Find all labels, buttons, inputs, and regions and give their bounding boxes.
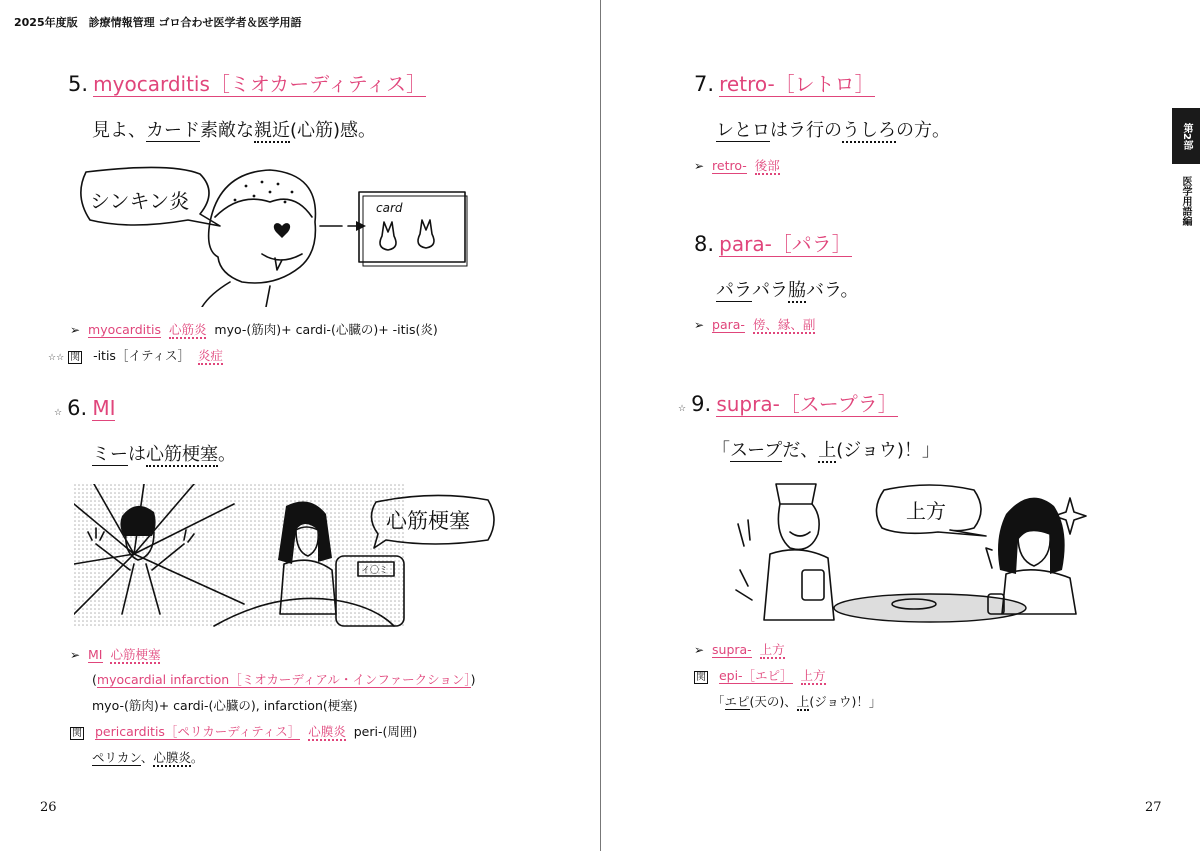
entry-6-heading [54, 396, 115, 420]
entry-9-phrase [712, 436, 940, 462]
woman-hair [998, 498, 1065, 574]
phrase-part: レとロ [716, 120, 770, 141]
bubble-text: シンキン炎 [90, 189, 190, 213]
note-term: myocardial infarction［ミオカーディアル・インファークション］ [96, 672, 471, 687]
phrase-part: はラ行の [770, 120, 842, 141]
note-part: 、 [140, 750, 154, 765]
entry-6-note-2 [92, 670, 475, 688]
phrase-part: だ、 [782, 440, 819, 461]
entry-9-note-2 [694, 666, 826, 684]
entry-6-note-4 [70, 722, 417, 740]
entry-5-phrase [92, 116, 376, 142]
entry-5-illustration [70, 162, 480, 307]
entry-6-phrase [92, 440, 236, 466]
book-spine [600, 0, 601, 851]
note-part: 。 [190, 750, 204, 765]
note-part: ペリカン [92, 750, 141, 765]
entry-term: retro-［レトロ］ [719, 72, 875, 96]
rabbit-icon [380, 222, 396, 250]
note-etymology: peri-(周囲) [353, 724, 418, 739]
entry-6-note-3: myo-(筋肉)+ cardi-(心臓の), infarction(梗塞) [92, 698, 358, 713]
phrase-part: は [128, 444, 146, 465]
entry-7-note [694, 156, 780, 174]
bullet-arrow-icon: ➢ [70, 648, 81, 662]
entry-9-note-1 [694, 640, 785, 658]
entry-7-phrase [716, 116, 950, 142]
note-meaning: 上方 [800, 668, 826, 683]
page-number-right: 27 [1145, 800, 1162, 815]
phrase-part: 見よ、 [92, 120, 146, 141]
entry-6-illustration [74, 484, 504, 630]
body-lines [202, 282, 270, 307]
related-icon: 関 [70, 352, 81, 363]
note-meaning: 炎症 [197, 348, 223, 363]
entry-number: 8. [694, 232, 715, 256]
note-part: 「 [712, 694, 725, 709]
waiter-face [778, 504, 819, 549]
importance-stars: ☆☆ [48, 353, 65, 363]
section-side-label: 医学用語編 [1180, 176, 1191, 226]
waiter-mouth [790, 532, 810, 536]
card-frame [359, 192, 465, 262]
entry-9-heading [678, 392, 898, 416]
phrase-part: ミー [92, 444, 128, 465]
phone-icon [802, 570, 824, 600]
note-part: エピ [724, 694, 750, 709]
note-term: MI [88, 647, 103, 662]
note-part: (天の)、 [749, 694, 797, 709]
phrase-part: 上 [818, 440, 837, 461]
part-tab: 第2部 [1172, 108, 1200, 164]
pointing-finger [986, 548, 992, 568]
note-part: 上 [796, 694, 810, 709]
arrow-head-icon [356, 221, 366, 231]
note-term: pericarditis［ペリカーディティス］ [94, 724, 301, 739]
note-term: myocarditis [88, 322, 161, 337]
phrase-part: 心筋梗塞 [146, 444, 218, 465]
entry-number: 9. [691, 392, 712, 416]
bubble-text: 心筋梗塞 [386, 509, 470, 533]
paren: ) [470, 672, 476, 687]
entry-8-note [694, 315, 815, 333]
entry-9-illustration [730, 474, 1090, 624]
related-icon: 関 [696, 672, 706, 683]
phrase-part: スープ [730, 440, 783, 461]
entry-6-note-1 [70, 645, 160, 663]
note-term: retro- [712, 158, 747, 173]
entry-9-note-3 [712, 692, 881, 710]
phrase-part: うしろ [842, 120, 896, 141]
entry-7-heading [694, 72, 875, 96]
note-meaning: 心筋炎 [168, 322, 207, 337]
entry-8-heading [694, 232, 852, 256]
note-part: 心膜炎 [153, 750, 191, 765]
entry-8-phrase [716, 276, 859, 302]
note-term: -itis［イティス］ [93, 348, 190, 363]
character-head [209, 170, 316, 283]
entry-5-heading [68, 72, 426, 96]
hair-line [215, 199, 312, 217]
phrase-part: 親近 [254, 120, 290, 141]
note-meaning: 傍、縁、副 [752, 317, 816, 332]
chef-hat [776, 484, 816, 504]
note-meaning: 後部 [754, 158, 780, 173]
entry-number: 7. [694, 72, 715, 96]
bullet-arrow-icon: ➢ [694, 643, 705, 657]
phrase-part: バラ。 [806, 280, 859, 301]
entry-term: MI [92, 396, 116, 420]
note-term: epi-［エピ］ [718, 668, 793, 683]
entry-6-note-5 [92, 748, 203, 766]
entry-5-note-2 [48, 346, 223, 364]
phrase-part: 脇 [788, 280, 806, 301]
heart-eye-icon [274, 223, 290, 238]
importance-star: ☆ [678, 404, 687, 414]
phrase-part: (ジョウ)！」 [836, 440, 940, 461]
note-meaning: 上方 [759, 642, 785, 657]
rabbit-icon [418, 220, 434, 248]
entry-term: myocarditis［ミオカーディティス］ [93, 72, 427, 96]
phrase-part: 。 [218, 444, 236, 465]
phrase-part: 素敵な [200, 120, 254, 141]
note-meaning: 心筋梗塞 [110, 647, 161, 662]
bullet-arrow-icon: ➢ [70, 323, 81, 337]
woman-face [1018, 530, 1050, 566]
note-part: (ジョウ)！」 [809, 694, 882, 709]
paren: ( [92, 672, 97, 687]
entry-number: 6. [67, 396, 88, 420]
phrase-part: カード [146, 120, 200, 141]
importance-star: ☆ [54, 408, 63, 418]
bullet-arrow-icon: ➢ [694, 318, 705, 332]
note-etymology: myo-(筋肉)+ cardi-(心臓の)+ -itis(炎) [214, 322, 438, 337]
entry-term: para-［パラ］ [719, 232, 852, 256]
motion-lines [736, 520, 752, 600]
running-header: 2025年度版 診療情報管理 ゴロ合わせ医学者＆医学用語 [14, 16, 302, 29]
entry-term: supra-［スープラ］ [716, 392, 898, 416]
note-meaning: 心膜炎 [308, 724, 346, 739]
page-number-left: 26 [40, 800, 57, 815]
card-text: card [376, 201, 403, 215]
mouth [262, 254, 302, 260]
entry-number: 5. [68, 72, 89, 96]
note-term: para- [712, 317, 745, 332]
phrase-part: パラ [716, 280, 752, 301]
note-term: supra- [712, 642, 752, 657]
phrase-part: (心筋)感。 [290, 120, 377, 141]
phrase-part: の方。 [896, 120, 950, 141]
name-plate-text: イ〇ミ [361, 566, 389, 576]
bullet-arrow-icon: ➢ [694, 159, 705, 173]
bubble-text: 上方 [906, 499, 946, 523]
related-icon: 関 [72, 728, 82, 739]
phrase-part: 「 [712, 440, 730, 461]
entry-5-note-1 [70, 320, 438, 338]
phrase-part: パラ [752, 280, 788, 301]
